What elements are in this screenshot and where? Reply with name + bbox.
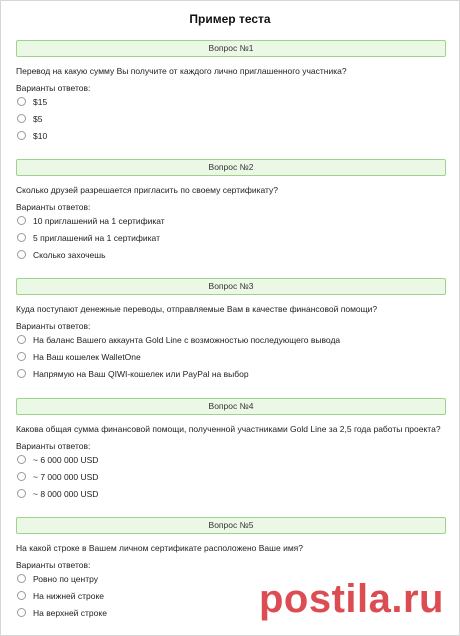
radio-button[interactable]	[17, 369, 26, 378]
watermark-logo: postila.ru	[258, 577, 444, 621]
radio-button[interactable]	[17, 114, 26, 123]
question-text: Какова общая сумма финансовой помощи, полученной участниками Gold Line за 2,5 года работы проекта?	[16, 424, 441, 434]
option-label: На баланс Вашего аккаунта Gold Line с возможностью последующего вывода	[33, 334, 341, 345]
option-label: $15	[33, 96, 48, 107]
question-header: Вопрос №3	[16, 278, 446, 295]
option-label: 5 приглашений на 1 сертификат	[33, 232, 160, 243]
question-header: Вопрос №4	[16, 398, 446, 415]
radio-button[interactable]	[17, 608, 26, 617]
radio-button[interactable]	[17, 131, 26, 140]
question-header: Вопрос №1	[16, 40, 446, 57]
option-label: На нижней строке	[33, 590, 105, 601]
radio-button[interactable]	[17, 455, 26, 464]
option-label: ~ 6 000 000 USD	[33, 454, 99, 465]
option-label: ~ 7 000 000 USD	[33, 471, 99, 482]
option-label: Ровно по центру	[33, 573, 98, 584]
question-text: Куда поступают денежные переводы, отправляемые Вам в качестве финансовой помощи?	[16, 304, 378, 314]
radio-button[interactable]	[17, 489, 26, 498]
question-text: Сколько друзей разрешается пригласить по своему сертификату?	[16, 185, 279, 195]
option-label: На Ваш кошелек WalletOne	[33, 351, 141, 362]
question-block	[16, 278, 446, 382]
radio-button[interactable]	[17, 216, 26, 225]
option-label: На верхней строке	[33, 607, 107, 618]
question-block	[16, 398, 446, 502]
question-header: Вопрос №5	[16, 517, 446, 534]
option-label: $5	[33, 113, 43, 124]
radio-button[interactable]	[17, 472, 26, 481]
option-label: Напрямую на Ваш QIWI-кошелек или PayPal на выбор	[33, 368, 249, 379]
radio-button[interactable]	[17, 335, 26, 344]
answer-option[interactable]	[16, 365, 446, 382]
option-label: Сколько захочешь	[33, 249, 106, 260]
answer-option[interactable]	[16, 468, 446, 485]
option-label: ~ 8 000 000 USD	[33, 488, 99, 499]
answer-option[interactable]	[16, 127, 446, 144]
answer-option[interactable]	[16, 246, 446, 263]
answers-label: Варианты ответов:	[16, 83, 91, 93]
radio-button[interactable]	[17, 233, 26, 242]
answers-label: Варианты ответов:	[16, 202, 91, 212]
answer-option[interactable]	[16, 93, 446, 110]
answer-option[interactable]	[16, 485, 446, 502]
question-block	[16, 159, 446, 263]
radio-button[interactable]	[17, 250, 26, 259]
answer-option[interactable]	[16, 348, 446, 365]
answer-option[interactable]	[16, 212, 446, 229]
option-label: 10 приглашений на 1 сертификат	[33, 215, 165, 226]
answer-option[interactable]	[16, 331, 446, 348]
option-label: $10	[33, 130, 48, 141]
question-header: Вопрос №2	[16, 159, 446, 176]
question-block	[16, 40, 446, 144]
radio-button[interactable]	[17, 574, 26, 583]
radio-button[interactable]	[17, 591, 26, 600]
question-text: Перевод на какую сумму Вы получите от каждого лично приглашенного участника?	[16, 66, 347, 76]
answers-label: Варианты ответов:	[16, 441, 91, 451]
answers-label: Варианты ответов:	[16, 321, 91, 331]
radio-button[interactable]	[17, 352, 26, 361]
radio-button[interactable]	[17, 97, 26, 106]
page-title: Пример теста	[189, 12, 271, 26]
answers-label: Варианты ответов:	[16, 560, 91, 570]
answer-option[interactable]	[16, 110, 446, 127]
answer-option[interactable]	[16, 451, 446, 468]
answer-option[interactable]	[16, 229, 446, 246]
question-text: На какой строке в Вашем личном сертификате расположено Ваше имя?	[16, 543, 303, 553]
